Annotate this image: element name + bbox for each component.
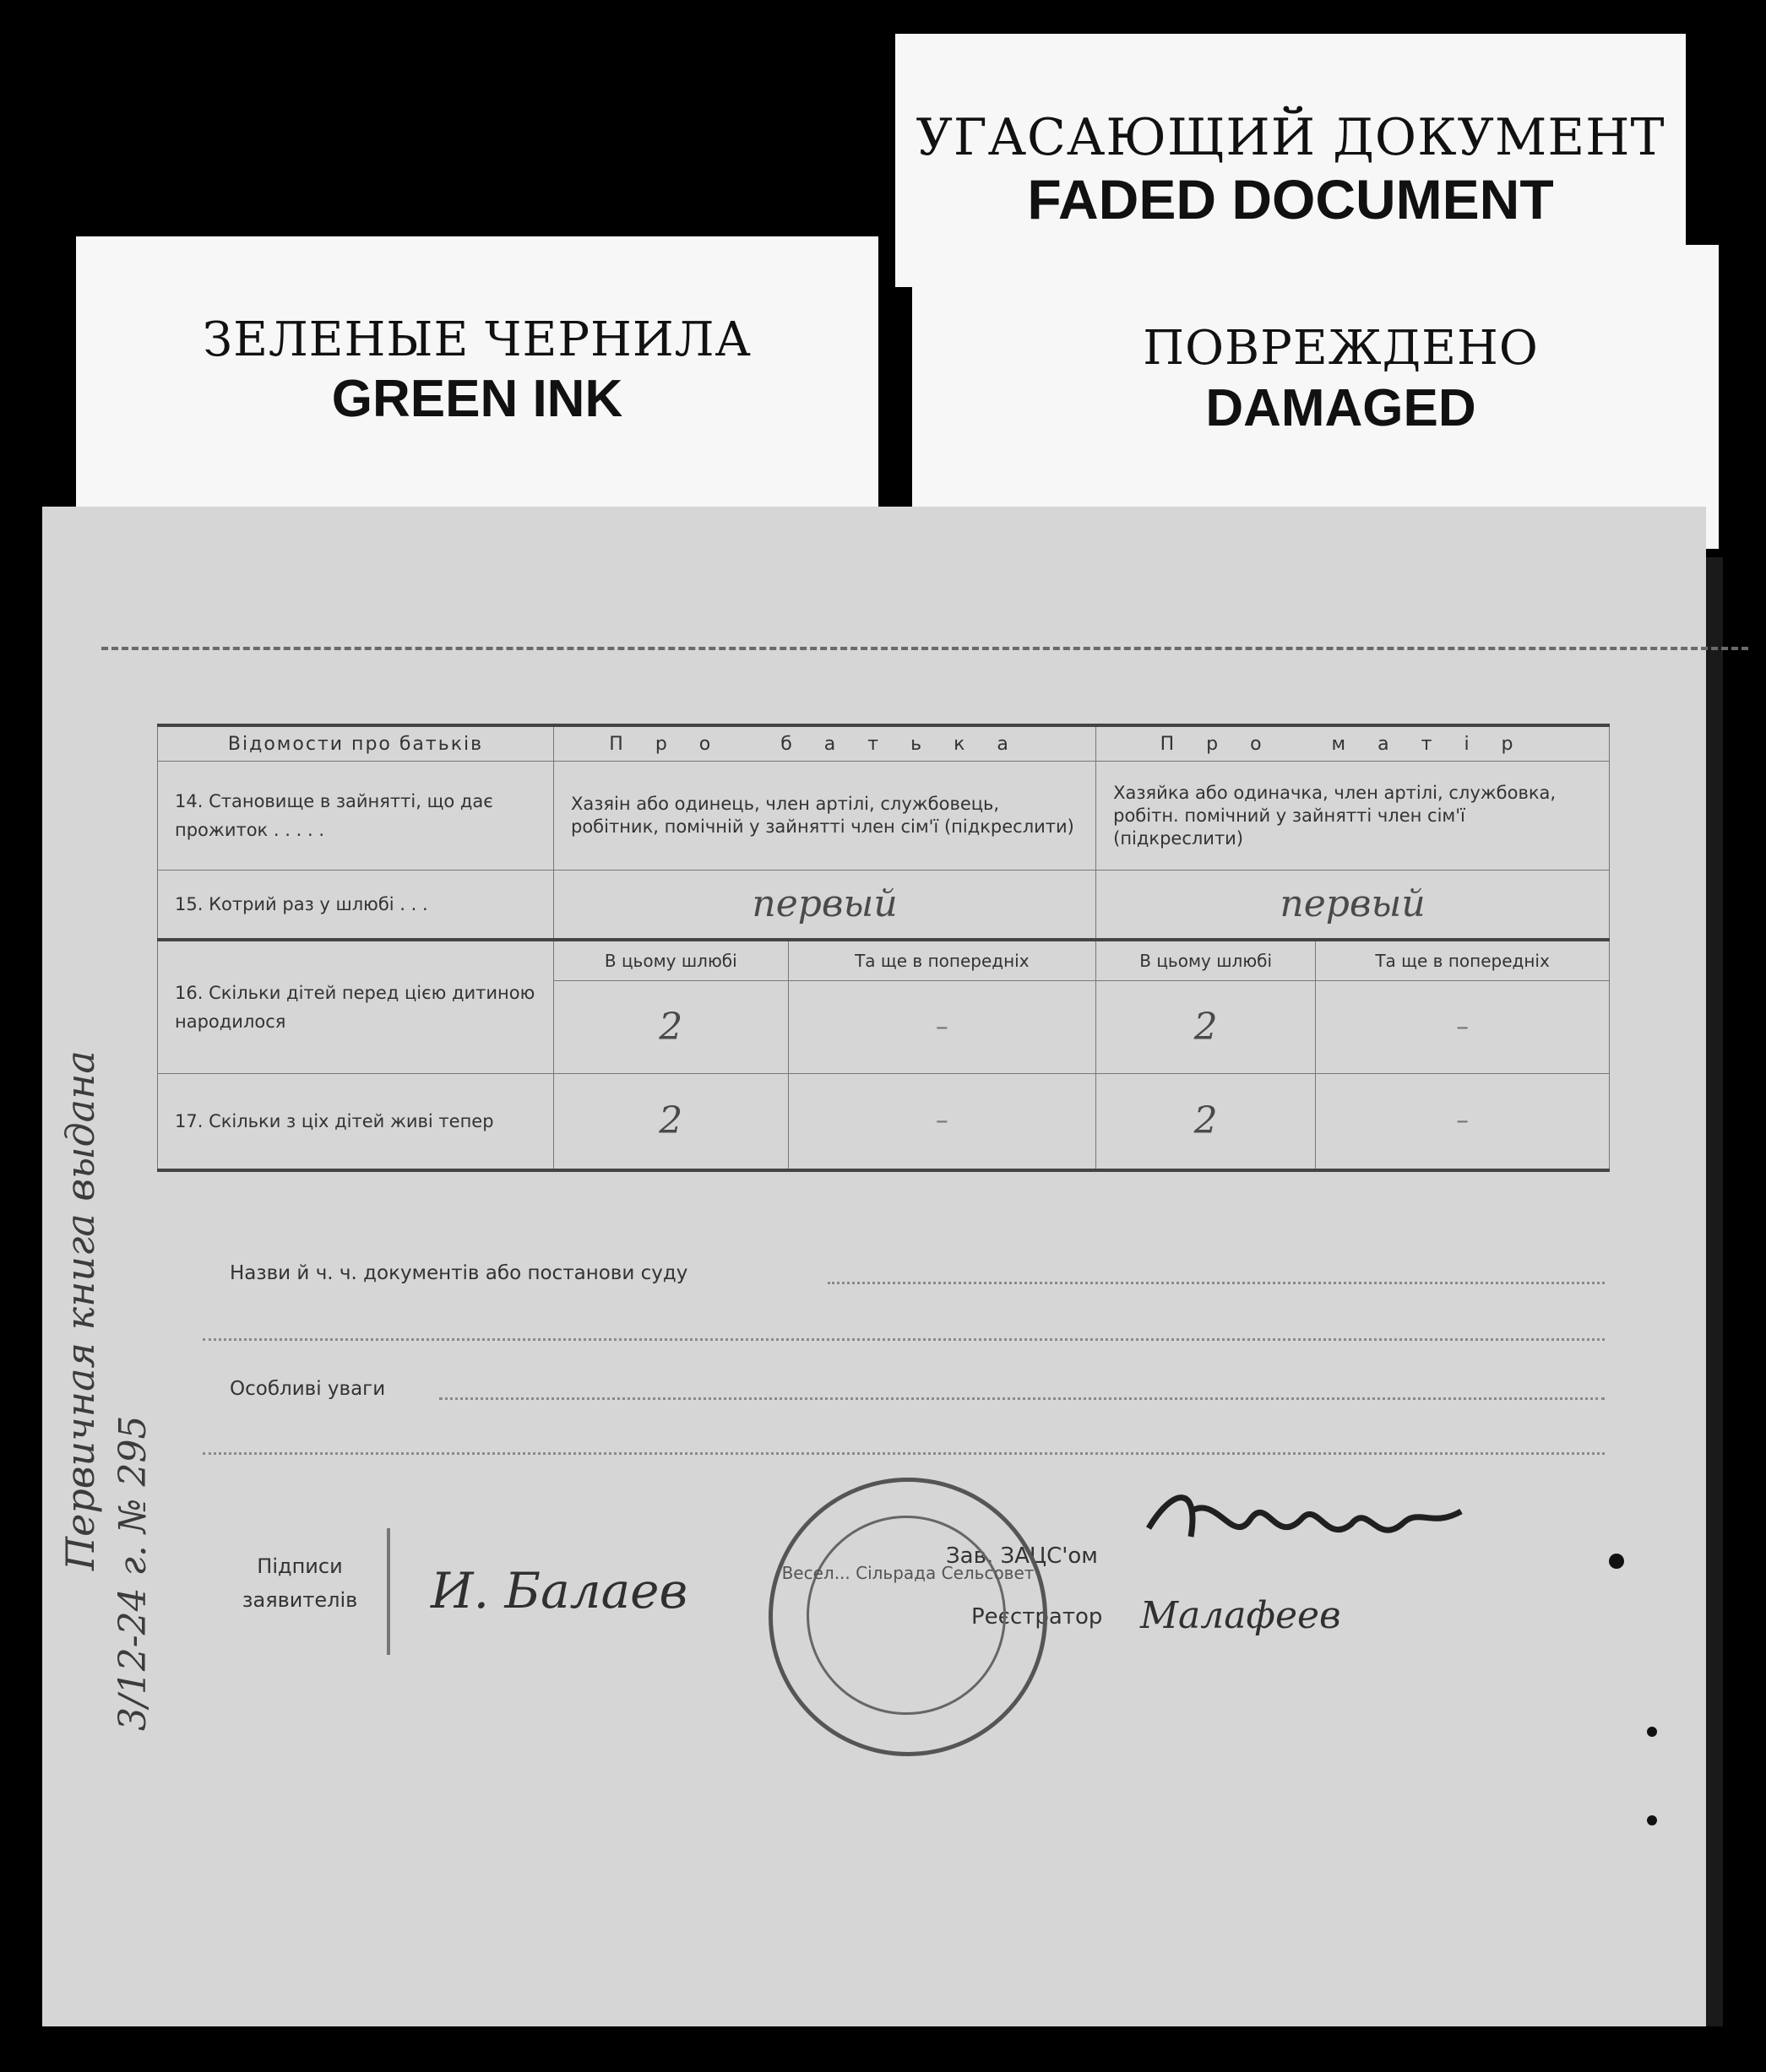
row16-mother-prev: – — [1316, 980, 1610, 1073]
official-stamp — [769, 1478, 1047, 1756]
documents-dotted-line-2 — [203, 1338, 1605, 1341]
subheader-mother-prev: Та ще в попередніх — [1316, 940, 1610, 981]
row17-father-prev: – — [788, 1073, 1096, 1170]
head-signature — [1140, 1478, 1478, 1587]
row16-father-this: 2 — [554, 980, 789, 1073]
punch-hole — [1609, 1554, 1624, 1569]
row15-label: 15. Котрий раз у шлюбі . . . — [158, 871, 554, 940]
form-sheet — [42, 507, 1706, 2026]
documents-label: Назви й ч. ч. документів або постанови суду — [230, 1262, 688, 1284]
row17-father-this: 2 — [554, 1073, 789, 1170]
green-ink-label — [76, 236, 878, 540]
punch-hole-small — [1647, 1815, 1657, 1825]
registrar-signature: Малафеев — [1140, 1594, 1341, 1637]
header-mother: Про матір — [1096, 725, 1610, 762]
parents-info-table — [157, 724, 1610, 1172]
official-stamp-inner-ring — [807, 1516, 1006, 1715]
row16-mother-this: 2 — [1096, 980, 1316, 1073]
row16-label: 16. Скільки дітей перед цією дитиною народилося — [158, 940, 554, 1074]
header-father: Про батька — [554, 725, 1096, 762]
stamp-text: Весел... Сільрада Сельсовет — [781, 1563, 1035, 1583]
notes-label: Особливі уваги — [230, 1378, 386, 1400]
faded-label-en: FADED DOCUMENT — [1027, 168, 1554, 231]
row15-father-value: первый — [554, 871, 1096, 940]
row16-father-prev: – — [788, 980, 1096, 1073]
head-signature-scrawl — [1140, 1478, 1478, 1570]
row17-label: 17. Скільки з ціх дітей живі тепер — [158, 1073, 554, 1170]
faded-label-ru: УГАСАЮЩИЙ ДОКУМЕНТ — [916, 108, 1665, 167]
head-label: Зав. ЗАЦС'ом — [946, 1543, 1098, 1569]
perforation-line — [101, 647, 1748, 650]
row14-label: 14. Становище в зайнятті, що дає прожиток . . . . . — [158, 762, 554, 871]
row17-mother-prev: – — [1316, 1073, 1610, 1170]
margin-note: Первичная книга выдана — [57, 1050, 103, 1570]
notes-dotted-line — [439, 1397, 1605, 1400]
signature-bracket — [387, 1528, 390, 1655]
subheader-father-prev: Та ще в попередніх — [788, 940, 1096, 981]
green-label-en: GREEN INK — [331, 370, 623, 428]
row17-mother-this: 2 — [1096, 1073, 1316, 1170]
header-parents-info: Відомости про батьків — [158, 725, 554, 762]
subheader-father-this: В цьому шлюбі — [554, 940, 789, 981]
subheader-mother-this: В цьому шлюбі — [1096, 940, 1316, 981]
damaged-label — [912, 245, 1719, 549]
applicant-signature: И. Балаев — [431, 1562, 688, 1619]
row14-father: Хазяін або одинець, член артілі, службовець, робітник, помічній у зайнятті член сім'ї (підкреслити) — [554, 762, 1096, 871]
damaged-label-ru: ПОВРЕЖДЕНО — [1143, 321, 1539, 376]
notes-dotted-line-2 — [203, 1452, 1605, 1455]
registrar-label: Реєстратор — [971, 1604, 1103, 1630]
punch-hole-small — [1647, 1727, 1657, 1737]
damaged-label-en: DAMAGED — [1205, 379, 1476, 437]
margin-note-date: 3/12-24 г. № 295 — [111, 1415, 155, 1731]
row15-mother-value: первый — [1096, 871, 1610, 940]
row14-mother: Хазяйка або одиначка, член артілі, службовка, робітн. помічний у зайнятті член сім'ї (підкреслити) — [1096, 762, 1610, 871]
documents-dotted-line — [828, 1282, 1605, 1284]
signatures-label: Підписи заявителів — [242, 1554, 358, 1612]
green-label-ru: ЗЕЛЕНЫЕ ЧЕРНИЛА — [203, 312, 752, 367]
